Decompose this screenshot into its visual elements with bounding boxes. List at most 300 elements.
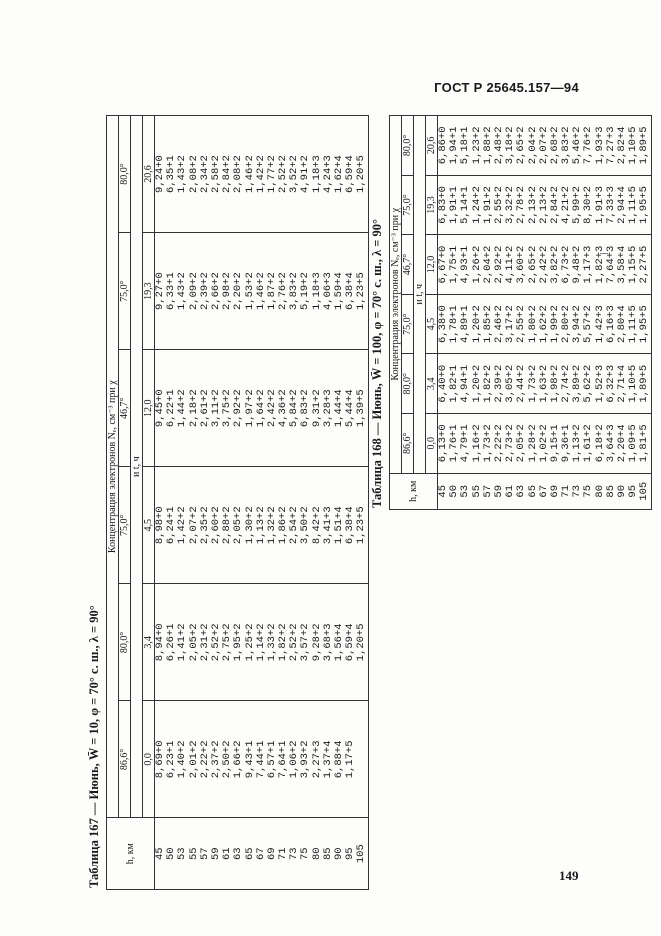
table-cell: 1,95+2	[232, 623, 245, 662]
table-cell: 2,04+2	[526, 126, 539, 165]
table-cell: 1,73+2	[481, 424, 494, 463]
table-cell: 1,85+2	[481, 305, 494, 344]
table-cell: 3,82+2	[548, 245, 561, 284]
table-cell: 1,17+3	[582, 245, 595, 284]
table-cell: 1,18+3	[310, 155, 323, 193]
table-cell: 2,42+2	[265, 389, 278, 428]
table-cell: 2,46+2	[492, 305, 505, 344]
table-cell: 1,43+2	[176, 272, 189, 311]
table-cell: 1,75+1	[448, 245, 461, 284]
time-cell: 4,5	[143, 467, 155, 584]
table-cell: 1,24+2	[470, 186, 483, 224]
table-cell: 1,94+1	[448, 126, 461, 165]
time-cell: 19,3	[426, 175, 438, 235]
data-table	[106, 115, 369, 890]
table-cell: 1,64+2	[254, 389, 267, 428]
height-column	[155, 818, 369, 890]
table-cell: 1,23+5	[355, 272, 368, 311]
table-cell: 2,61+2	[198, 389, 211, 428]
table-cell: 5,62+2	[582, 364, 595, 403]
time-cell: 3,4	[426, 354, 438, 414]
table-cell: 61	[504, 484, 517, 498]
value-column	[155, 116, 369, 233]
table-cell: 2,04+2	[481, 245, 494, 284]
table-cell: 1,82+2	[277, 623, 290, 662]
table-cell: 1,10+5	[627, 126, 640, 165]
table-cell: 6,59+4	[344, 623, 357, 662]
table-cell: 1,16+2	[470, 424, 483, 463]
table-cell: 1,66+2	[232, 740, 245, 779]
table-cell: 5,84+2	[288, 389, 301, 428]
table-cell: 61	[221, 847, 234, 861]
table-cell: 2,54+2	[288, 506, 301, 545]
table-cell: 90	[333, 847, 345, 861]
table-cell: 57	[481, 484, 494, 498]
table-cell: 4,89+1	[459, 305, 472, 344]
table-cell: 3,58+4	[616, 245, 628, 284]
table-cell: 9,27+0	[154, 272, 166, 311]
table-cell: 1,82+3	[593, 245, 606, 284]
table-167-block	[82, 115, 368, 890]
height-header: h, км	[107, 818, 155, 890]
table-cell: 67	[537, 484, 550, 498]
table-cell: 1,89+5	[638, 126, 651, 165]
table-cell: 2,08+2	[232, 155, 245, 193]
table-caption: Таблица 167 — Июнь, W̄ = 10, φ = 70° с. ш., λ = 90°	[87, 605, 101, 888]
table-cell: 65	[526, 484, 539, 498]
value-column	[155, 233, 369, 350]
angle-cell: 80,0°	[402, 116, 414, 176]
table-cell: 3,18+2	[504, 126, 517, 165]
table-cell: 2,80+4	[616, 305, 628, 344]
table-cell: 75	[582, 484, 595, 498]
height-header: h, км	[390, 473, 438, 509]
table-cell: 1,88+2	[481, 126, 494, 165]
table-cell: 3,28+3	[321, 389, 334, 428]
table-cell: 6,38+4	[344, 506, 357, 545]
table-cell: 65	[243, 847, 256, 861]
table-cell: 1,98+2	[548, 364, 561, 403]
table-cell: 6,40+0	[437, 364, 449, 403]
table-cell: 6,23+1	[165, 740, 178, 779]
table-cell: 9,24+0	[154, 155, 166, 193]
table-cell: 3,57+2	[299, 623, 312, 662]
table-cell: 1,53+2	[243, 272, 256, 311]
table-cell: 2,44+2	[515, 364, 528, 403]
table-cell: 1,91+3	[593, 186, 606, 224]
table-cell: 4,21+2	[560, 186, 573, 224]
table-cell: 1,33+2	[265, 623, 278, 662]
table-cell: 53	[459, 484, 472, 498]
table-cell: 1,13+2	[571, 424, 584, 463]
table-cell: 1,93+3	[593, 126, 606, 165]
table-cell: 1,89+5	[638, 364, 651, 403]
table-cell: 57	[198, 847, 211, 861]
value-column	[438, 354, 652, 414]
table-cell: 9,36+1	[560, 424, 573, 463]
table-cell: 3,17+2	[504, 305, 517, 344]
table-cell: 6,33+1	[165, 272, 178, 311]
table-cell: 2,08+2	[187, 155, 200, 193]
value-column	[155, 701, 369, 818]
table-cell: 6,86+0	[437, 126, 449, 165]
time-header: и t, ч	[414, 116, 426, 474]
table-cell: 2,52+2	[277, 155, 290, 193]
table-cell: 1,23+2	[470, 126, 483, 165]
angle-cell: 46,7°	[119, 350, 131, 467]
table-cell: 4,06+3	[321, 272, 334, 311]
table-cell: 73	[288, 847, 301, 861]
table-cell: 59	[209, 847, 222, 861]
value-column	[155, 467, 369, 584]
table-cell: 55	[470, 484, 483, 498]
table-cell: 2,42+2	[537, 245, 550, 284]
table-cell: 1,97+2	[243, 389, 256, 428]
table-cell: 3,64+3	[604, 424, 617, 463]
table-cell: 3,60+2	[515, 245, 528, 284]
table-cell: 1,77+2	[265, 155, 278, 193]
table-cell: 2,71+4	[616, 364, 628, 403]
table-cell: 6,73+2	[560, 245, 573, 284]
table-cell: 8,98+0	[154, 506, 166, 545]
table-cell: 2,52+2	[288, 623, 301, 662]
table-cell: 1,26+2	[470, 245, 483, 284]
angle-cell: 80,0°	[402, 354, 414, 414]
table-cell: 3,32+2	[504, 186, 517, 224]
table-cell: 1,13+2	[254, 506, 267, 545]
table-cell	[356, 703, 367, 815]
concentration-header: Концентрация электронов Nₑ, см⁻³ при χ	[107, 116, 119, 818]
table-cell: 2,75+2	[221, 623, 234, 662]
table-cell: 1,30+2	[243, 506, 256, 545]
table-cell: 1,15+5	[627, 245, 640, 284]
table-cell: 3,05+2	[504, 364, 517, 403]
value-column	[438, 175, 652, 235]
table-cell: 6,38+4	[344, 272, 357, 311]
table-cell: 4,36+2	[277, 389, 290, 428]
table-cell: 5,18+1	[459, 126, 472, 165]
table-cell: 7,44+1	[254, 740, 267, 779]
angle-cell: 75,0°	[402, 175, 414, 235]
table-cell: 1,82+2	[481, 364, 494, 403]
table-cell: 1,06+2	[288, 740, 301, 779]
time-cell: 0,0	[426, 413, 438, 473]
angle-cell: 80,0°	[119, 116, 131, 233]
table-cell: 6,83+0	[437, 186, 449, 224]
table-cell: 2,05+2	[515, 424, 528, 463]
table-cell: 3,52+2	[288, 155, 301, 193]
table-cell: 1,86+2	[277, 506, 290, 545]
time-cell: 0,0	[143, 701, 155, 818]
table-cell: 2,84+2	[221, 155, 234, 193]
document-header: ГОСТ Р 25645.157—94	[434, 80, 579, 95]
table-cell: 2,68+2	[548, 126, 561, 165]
table-cell: 45	[437, 484, 449, 498]
table-cell: 2,20+2	[232, 272, 245, 311]
table-cell: 2,74+2	[560, 364, 573, 403]
table-cell: 6,16+3	[604, 305, 617, 344]
table-cell: 6,18+2	[593, 424, 606, 463]
table-cell: 2,22+2	[492, 424, 505, 463]
table-cell: 55	[187, 847, 200, 861]
table-cell: 2,58+2	[209, 155, 222, 193]
table-cell: 3,94+2	[571, 305, 584, 344]
table-cell: 1,73+2	[526, 364, 539, 403]
table-cell: 5,14+1	[459, 186, 472, 224]
table-cell: 6,22+1	[165, 389, 178, 428]
table-cell: 1,14+2	[254, 623, 267, 662]
table-cell: 2,98+2	[221, 272, 234, 311]
table-cell: 1,43+2	[176, 155, 189, 193]
table-cell: 2,39+2	[492, 364, 505, 403]
table-cell: 6,35+1	[165, 155, 178, 193]
table-cell: 1,39+5	[355, 389, 368, 428]
table-cell: 95	[627, 484, 640, 498]
table-cell: 2,35+2	[198, 506, 211, 545]
table-cell: 1,28+2	[526, 424, 539, 463]
table-cell: 1,91+1	[448, 186, 461, 224]
table-cell: 1,63+2	[537, 364, 550, 403]
table-cell: 1,78+1	[448, 305, 461, 344]
table-cell: 80	[593, 484, 606, 498]
angle-cell: 75,0°	[402, 294, 414, 354]
table-cell: 9,43+1	[243, 740, 256, 779]
table-cell: 90	[616, 484, 628, 498]
table-cell: 2,31+2	[198, 623, 211, 662]
table-cell: 2,07+2	[537, 126, 550, 165]
table-cell: 2,07+2	[187, 506, 200, 545]
data-table	[389, 115, 652, 510]
table-cell: 1,99+2	[548, 305, 561, 344]
table-cell: 95	[344, 847, 357, 861]
table-cell: 2,73+2	[504, 424, 517, 463]
table-cell: 6,13+0	[437, 424, 449, 463]
table-cell: 1,20+5	[355, 155, 368, 193]
angle-cell: 75,0°	[119, 467, 131, 584]
table-cell: 1,81+5	[638, 424, 651, 463]
table-cell: 2,94+4	[616, 186, 628, 224]
table-cell: 1,46+2	[243, 155, 256, 193]
time-header: и t, ч	[131, 116, 143, 818]
table-cell: 50	[448, 484, 461, 498]
table-cell: 2,92+2	[492, 245, 505, 284]
table-cell: 2,50+2	[221, 740, 234, 779]
table-cell: 1,20+2	[470, 305, 483, 344]
table-cell: 4,91+2	[299, 155, 312, 193]
value-column	[438, 294, 652, 354]
table-cell: 53	[176, 847, 189, 861]
table-cell: 1,32+2	[265, 506, 278, 545]
table-cell: 1,62+2	[537, 305, 550, 344]
table-cell: 1,80+2	[526, 305, 539, 344]
table-cell: 1,61+2	[582, 424, 595, 463]
table-cell: 2,76+2	[277, 272, 290, 311]
table-cell: 6,67+0	[437, 245, 449, 284]
table-cell: 3,75+2	[221, 389, 234, 428]
table-cell: 1,95+5	[638, 305, 651, 344]
table-cell: 8,42+2	[310, 506, 323, 545]
table-cell: 1,41+2	[176, 623, 189, 662]
table-cell: 1,42+3	[593, 305, 606, 344]
value-column	[438, 413, 652, 473]
table-cell: 1,91+2	[481, 186, 494, 224]
table-cell: 1,87+2	[265, 272, 278, 311]
time-cell: 20,6	[143, 116, 155, 233]
table-cell: 1,20+2	[470, 364, 483, 403]
time-cell: 3,4	[143, 584, 155, 701]
concentration-header: Концентрация электронов Nₑ, см⁻³ при χ	[390, 116, 402, 474]
table-cell: 2,39+2	[198, 272, 211, 311]
table-cell: 50	[165, 847, 178, 861]
angle-cell: 86,6°	[119, 701, 131, 818]
table-cell: 2,09+2	[187, 272, 200, 311]
table-cell: 1,02+2	[537, 424, 550, 463]
table-cell: 63	[515, 484, 528, 498]
table-cell: 5,46+2	[571, 126, 584, 165]
table-cell: 2,88+2	[221, 506, 234, 545]
table-cell: 4,24+3	[321, 155, 334, 193]
table-cell: 1,95+5	[638, 186, 651, 224]
table-cell: 6,26+1	[165, 623, 178, 662]
table-cell: 8,30+2	[582, 186, 595, 224]
table-cell: 5,99+2	[571, 186, 584, 224]
table-cell: 5,57+2	[582, 305, 595, 344]
table-cell: 6,57+1	[265, 740, 278, 779]
table-cell: 1,44+2	[176, 389, 189, 428]
table-cell: 2,27+5	[638, 245, 651, 284]
angle-cell: 80,0°	[119, 584, 131, 701]
angle-cell: 46,7°	[402, 235, 414, 295]
table-cell: 1,42+2	[254, 155, 267, 193]
table-cell: 45	[154, 847, 166, 861]
table-cell: 2,34+2	[198, 155, 211, 193]
table-cell: 2,01+2	[187, 740, 200, 779]
table-cell: 2,55+2	[515, 305, 528, 344]
table-cell: 85	[321, 847, 334, 861]
table-cell: 3,11+2	[209, 389, 222, 428]
table-cell: 105	[355, 844, 368, 864]
table-cell: 2,52+2	[209, 623, 222, 662]
table-cell: 1,18+3	[310, 272, 323, 311]
height-column	[438, 473, 652, 509]
table-cell: 9,31+2	[310, 389, 323, 428]
table-cell: 71	[560, 484, 573, 498]
angle-cell: 75,0°	[119, 233, 131, 350]
table-cell: 2,82+4	[616, 126, 628, 165]
table-cell: 3,41+3	[321, 506, 334, 545]
table-cell: 59	[492, 484, 505, 498]
table-cell: 6,88+4	[333, 740, 345, 779]
table-cell: 6,83+2	[299, 389, 312, 428]
table-cell: 1,82+1	[448, 364, 461, 403]
table-cell: 3,83+2	[288, 272, 301, 311]
table-cell: 105	[638, 481, 651, 501]
table-cell: 71	[277, 847, 290, 861]
table-cell: 4,11+2	[504, 245, 517, 284]
table-cell: 7,64+3	[604, 245, 617, 284]
table-cell: 75	[299, 847, 312, 861]
table-cell: 1,11+5	[627, 305, 640, 344]
table-cell: 6,24+1	[165, 506, 178, 545]
table-cell: 9,45+0	[154, 389, 166, 428]
table-cell: 1,62+4	[333, 155, 345, 193]
table-cell: 7,33+3	[604, 186, 617, 224]
table-cell: 1,23+5	[355, 506, 368, 545]
table-cell: 7,76+2	[582, 126, 595, 165]
table-cell: 2,18+2	[187, 389, 200, 428]
table-cell: 2,37+2	[209, 740, 222, 779]
value-column	[438, 235, 652, 295]
value-column	[438, 116, 652, 176]
table-cell: 1,09+5	[627, 424, 640, 463]
table-cell: 1,11+5	[627, 186, 640, 224]
table-cell: 1,10+5	[627, 364, 640, 403]
table-cell: 1,44+4	[333, 389, 345, 428]
table-cell: 2,13+2	[526, 186, 539, 224]
table-cell: 69	[265, 847, 278, 861]
table-cell: 5,44+4	[344, 389, 357, 428]
table-cell: 2,65+2	[526, 245, 539, 284]
table-cell: 8,69+0	[154, 740, 166, 779]
table-cell: 1,17+5	[344, 740, 357, 779]
table-cell: 1,56+4	[333, 623, 345, 662]
table-cell: 2,48+2	[492, 126, 505, 165]
table-cell: 4,79+1	[459, 424, 472, 463]
value-column	[155, 584, 369, 701]
table-cell: 2,55+2	[492, 186, 505, 224]
table-cell: 3,93+2	[299, 740, 312, 779]
table-cell: 3,50+2	[299, 506, 312, 545]
table-cell: 3,89+2	[571, 364, 584, 403]
table-cell: 6,38+0	[437, 305, 449, 344]
table-cell: 9,28+2	[310, 623, 323, 662]
table-168-block	[365, 115, 651, 510]
table-cell: 2,92+2	[232, 389, 245, 428]
table-cell: 1,37+4	[321, 740, 334, 779]
table-cell: 85	[604, 484, 617, 498]
table-cell: 4,93+1	[459, 245, 472, 284]
table-cell: 1,52+3	[593, 364, 606, 403]
table-cell: 5,19+2	[299, 272, 312, 311]
table-cell: 7,64+1	[277, 740, 290, 779]
table-cell: 2,13+2	[537, 186, 550, 224]
table-cell: 2,27+3	[310, 740, 323, 779]
table-cell: 4,94+1	[459, 364, 472, 403]
time-cell: 19,3	[143, 233, 155, 350]
table-cell: 6,59+4	[344, 155, 357, 193]
table-cell: 3,68+3	[321, 623, 334, 662]
table-cell: 1,76+1	[448, 424, 461, 463]
table-cell: 2,84+2	[548, 186, 561, 224]
table-cell: 1,46+2	[254, 272, 267, 311]
table-cell: 8,94+0	[154, 623, 166, 662]
table-cell: 2,60+2	[209, 506, 222, 545]
time-cell: 4,5	[426, 294, 438, 354]
table-cell: 9,48+2	[571, 245, 584, 284]
table-cell: 2,05+2	[232, 506, 245, 545]
table-cell: 2,20+4	[616, 424, 628, 463]
table-cell: 2,80+2	[560, 305, 573, 344]
angle-cell: 86,6°	[402, 413, 414, 473]
table-cell: 2,05+2	[187, 623, 200, 662]
table-cell: 80	[310, 847, 323, 861]
table-cell: 69	[548, 484, 561, 498]
table-cell: 63	[232, 847, 245, 861]
table-cell: 73	[571, 484, 584, 498]
table-cell: 3,83+2	[560, 126, 573, 165]
table-cell: 1,20+5	[355, 623, 368, 662]
table-cell: 1,51+4	[333, 506, 345, 545]
